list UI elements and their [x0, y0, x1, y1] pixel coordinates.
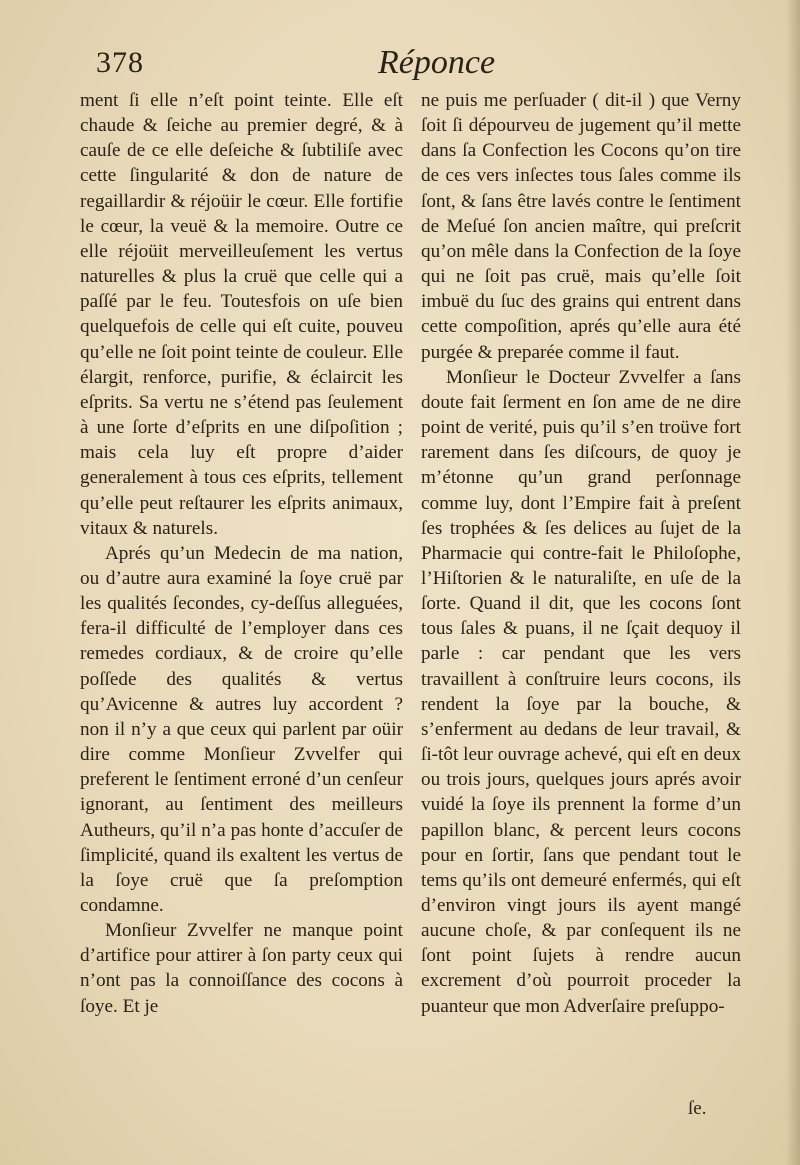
paragraph: ment ſi elle n’eſt point teinte. Elle eſt chaude & ſeiche au premier degré, & à cauſe de ce elle deſeiche & ſubtiliſe avec cette ſingularité & don de nature de regaillardir & réjoüir le cœur. Elle fortifie le cœur, la veuë & la memoire. Outre ce elle réjoüit merveilleuſement les vertus naturelles & plus la cruë que celle qui a paſſé par le feu. Toutesfois on uſe bien quelquefois de celle qui eſt cuite, pouveu qu’elle ne ſoit point teinte de couleur. Elle élargit, renforce, purifie, & éclaircit les eſprits. Sa vertu ne s’étend pas ſeulement à une ſorte d’eſprits en une diſpoſition ; mais cela luy eſt propre d’aider generalement à tous ces eſprits, tellement qu’elle peut reſtaurer les eſprits animaux, vitaux & naturels. — [80, 90, 403, 539]
right-text-column — [421, 88, 741, 1019]
page-number: 378 — [96, 46, 144, 79]
page-edge-shadow — [786, 0, 800, 1165]
paragraph: ne puis me perſuader ( dit-il ) que Verny ſoit ſi dépourveu de jugement qu’il mette dans ſa Confection les Cocons qu’on tire de ces vers inſectes tous ſales comme ils ſont, & ſans être lavés contre le ſentiment de Meſué ſon ancien maître, qui preſcrit qu’on mêle dans la Confection de la ſoye qui ne ſoit pas cruë, mais qu’elle ſoit imbuë du ſuc des grains qui entrent dans cette compoſition, aprés qu’elle aura été purgée & preparée comme il faut. — [421, 90, 741, 363]
page-header — [0, 44, 800, 88]
running-title: Réponce — [378, 44, 496, 81]
paragraph: Aprés qu’un Medecin de ma nation, ou d’autre aura examiné la ſoye cruë par les qualités ſecondes, cy-deſſus alleguées, fera-il difficulté de l’employer dans ces remedes cordiaux, & de croire qu’elle poſſede des qualités & vertus qu’Avicenne & autres luy accordent ? non il n’y a que ceux qui parlent par oüir dire comme Monſieur Zvvelfer qui preferent le ſentiment erroné d’un cenſeur ignorant, au ſentiment des meilleurs Autheurs, qu’il n’a pas honte d’accuſer de ſimplicité, quand ils exaltent les vertus de la ſoye cruë que ſa preſomption condamne. — [80, 542, 403, 916]
paragraph: Monſieur Zvvelfer ne manque point d’artifice pour attirer à ſon party ceux qui n’ont pas la connoiſſance des cocons à ſoye. Et je — [80, 920, 403, 1017]
paragraph: Monſieur le Docteur Zvvelfer a ſans doute fait ſerment en ſon ame de ne dire point de verité, puis qu’il s’en troüve fort rarement dans ſes diſcours, de quoy je m’étonne qu’un grand perſonnage comme luy, dont l’Empire fait à preſent ſes trophées & ſes delices au ſujet de la Pharmacie qui contre-fait le Philoſophe, l’Hiſtorien & le naturaliſte, en uſe de la ſorte. Quand il dit, que les cocons ſont tous ſales & puans, il ne ſçait dequoy il parle : car pendant que les vers travaillent à conſtruire leurs cocons, ils rendent la ſoye par la bouche, & s’enferment au dedans de leur travail, & ſi-tôt leur ouvrage achevé, qui eſt en deux ou trois jours, quelques jours aprés avoir vuidé la ſoye ils prennent la forme d’un papillon blanc, & percent leurs cocons pour en ſortir, ſans que pendant tout le tems qu’ils ont demeuré enfermés, qui eſt d’environ vingt jours ils ayent mangé aucune choſe, & par conſequent ils ne ſont point ſujets à rendre aucun excrement d’où pourroit proceder la puanteur que mon Adverſaire preſuppo- — [421, 366, 741, 1017]
left-text-column — [80, 88, 403, 1019]
catchword: ſe. — [688, 1098, 707, 1119]
